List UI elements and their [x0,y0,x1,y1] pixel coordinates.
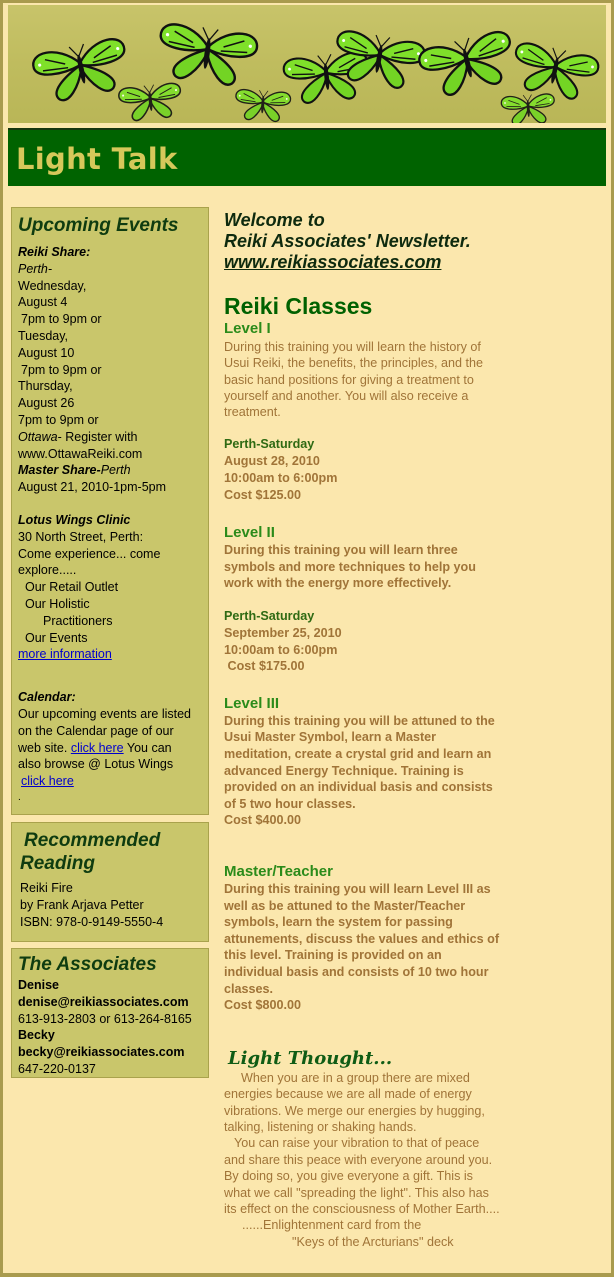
recommended-reading-box [11,822,209,942]
butterfly-icon [509,40,601,102]
desc-line: yourself and another. You will also receive a [224,388,469,403]
clinic-label: Lotus Wings Clinic [18,512,131,527]
event-line: Tuesday, [18,328,69,343]
desc-line: During this training you will learn the history of [224,340,481,354]
calendar-click-here-link[interactable]: click here [70,740,124,755]
light-thought-heading: Light Thought... [228,1047,393,1069]
website-link[interactable]: www.reikiassociates.com [224,252,442,272]
calendar-line: Our upcoming events are listed [18,706,192,721]
thought-line: vibrations. We merge our energies by hugging, [224,1103,485,1118]
calendar-line [18,740,202,757]
event-line: 7pm to 9pm or [21,362,102,377]
level-2-title: Level II [224,524,275,542]
light-thought-body [224,1070,524,1250]
level-2-section [224,524,524,675]
level-2-location: Perth-Saturday [224,609,315,624]
more-information-link[interactable]: more information [18,647,112,662]
master-share-line [18,462,202,479]
desc-line: Cost $400.00 [224,813,302,828]
thought-line: what we call "spreading the light". This also has [224,1185,489,1200]
ottawa-label: Ottawa [18,429,58,444]
event-line: August 4 [18,295,68,310]
associates-box [11,948,209,1078]
desc-line: work with the energy more effectively. [224,576,452,591]
event-line: 7pm to 9pm or [18,412,99,427]
thought-line: ......Enlightenment card from the [242,1218,422,1233]
desc-line: basic hand positions for giving a treatment to [224,372,474,387]
event-line: 7pm to 9pm or [21,312,102,327]
thought-line: and share this peace with everyone around you. [224,1152,493,1167]
butterfly-icon [31,36,132,105]
clinic-item: Our Events [25,630,88,645]
butterfly-icon [234,89,291,123]
schedule-line: August 28, 2010 [224,454,320,469]
desc-line: During this training you will learn Level III as [224,881,491,896]
welcome-line: Reiki Associates' Newsletter. [224,231,471,251]
clinic-line: Come experience... come [18,546,161,561]
light-thought-section [224,1048,524,1250]
calendar-suffix: You can [126,740,172,755]
welcome-heading [224,210,524,273]
reading-body [20,880,202,930]
butterfly-banner-art [8,5,606,123]
level-3-description [224,713,524,829]
event-line: August 10 [18,345,75,360]
event-line: Thursday, [18,379,73,394]
master-teacher-title: Master/Teacher [224,862,333,880]
title-bar [8,128,606,186]
clinic-item: Our Holistic [25,596,90,611]
desc-line: well as be attuned to the Master/Teacher [224,898,466,913]
desc-line: this level. Training is provided on an [224,948,442,963]
reading-line: by Frank Arjava Petter [20,897,144,912]
butterfly-icon [118,82,183,122]
desc-line: advanced Energy Technique. Training is [224,763,464,778]
level-3-title: Level III [224,694,280,712]
thought-line: When you are in a group there are mixed [241,1070,470,1085]
desc-line: symbols and more techniques to help you [224,559,476,574]
upcoming-events-box [11,207,209,815]
reading-line: ISBN: 978-0-9149-5550-4 [20,914,164,929]
desc-line: treatment. [224,405,281,420]
level-1-title: Level I [224,320,271,337]
reading-line: Reiki Fire [20,881,73,895]
desc-line: meditation, create a crystal grid and learn an [224,747,492,762]
butterfly-icon [501,93,556,123]
thought-line: "Keys of the Arcturians" deck [292,1234,454,1249]
thought-line: By doing so, you give everyone a gift. This is [224,1169,473,1184]
ottawa-text: - Register with [57,429,138,444]
level-1-section [224,320,524,503]
calendar-label: Calendar: [18,690,76,705]
associates-heading: The Associates [18,954,157,975]
clinic-line: explore..... [18,563,77,578]
calendar-line: also browse @ Lotus Wings [18,757,174,772]
level-1-description [224,339,524,420]
reiki-classes-heading: Reiki Classes [224,293,373,319]
associates-body [18,977,202,1078]
desc-line: classes. [224,981,274,996]
reading-heading-2: Reading [20,853,95,874]
butterfly-icon [155,22,258,88]
desc-line: Usui Reiki, the benefits, the principles, and the [224,356,484,371]
calendar-line: on the Calendar page of our [18,723,174,738]
schedule-line: 10:00am to 6:00pm [224,471,338,486]
schedule-line: September 25, 2010 [224,626,342,641]
calendar-prefix: web site. [18,740,68,755]
ottawa-line [18,429,202,446]
level-2-description [224,542,524,592]
desc-line: symbols, learn the system for passing [224,915,453,930]
associate-phone: 613-913-2803 or 613-264-8165 [18,1011,192,1026]
thought-line: energies because we are all made of energy [224,1087,472,1102]
butterfly-banner [8,5,606,123]
associate-phone: 647-220-0137 [18,1061,96,1076]
level-1-location: Perth-Saturday [224,437,315,452]
lotus-wings-click-here-link[interactable]: click here [21,774,74,789]
perth-label: Perth- [18,261,53,276]
thought-line: talking, listening or shaking hands. [224,1119,417,1134]
associate-email: becky@reikiassociates.com [18,1045,185,1060]
associate-name: Denise [18,978,59,992]
butterfly-icon [417,28,519,100]
clinic-item: Practitioners [43,613,113,628]
schedule-line: Cost $125.00 [224,487,302,502]
associate-name: Becky [18,1028,55,1043]
desc-line: attunements, discuss the values and ethics of [224,931,500,946]
master-teacher-section [224,863,524,1014]
clinic-line: 30 North Street, Perth: [18,529,144,544]
welcome-line: Welcome to [224,210,325,230]
master-teacher-description [224,881,524,1014]
desc-line: Usui Master Symbol, learn a Master [224,730,437,745]
level-2-schedule [224,625,524,675]
desc-line: of 5 two hour classes. [224,796,356,811]
desc-line: During this training you will be attuned to the [224,713,495,728]
thought-line: its effect on the consciousness of Mother Earth.... [224,1201,500,1216]
reiki-share-label: Reiki Share: [18,245,91,259]
events-heading: Upcoming Events [18,215,179,236]
associate-email: denise@reikiassociates.com [18,994,189,1009]
page-title: Light Talk [16,142,178,176]
main-content [224,210,524,1250]
master-share-city: Perth [100,463,131,478]
level-3-section [224,695,524,829]
schedule-line: Cost $175.00 [224,659,305,674]
ottawa-site: www.OttawaReiki.com [18,446,143,461]
desc-line: During this training you will learn three [224,543,458,558]
events-body [18,244,202,804]
thought-line: You can raise your vibration to that of peace [234,1136,480,1151]
clinic-item: Our Retail Outlet [25,580,119,595]
level-1-schedule [224,453,524,503]
event-line: Wednesday, [18,278,87,293]
desc-line: Cost $800.00 [224,998,302,1013]
desc-line: individual basis and consists of 10 two hour [224,964,489,979]
desc-line: provided on an individual basis and consists [224,780,493,795]
trailing-dot: . [18,791,21,803]
event-line: August 26 [18,396,75,411]
reading-heading-1: Recommended [24,830,161,851]
master-share-date: August 21, 2010-1pm-5pm [18,480,167,495]
schedule-line: 10:00am to 6:00pm [224,642,338,657]
master-share-label: Master Share- [18,463,101,478]
